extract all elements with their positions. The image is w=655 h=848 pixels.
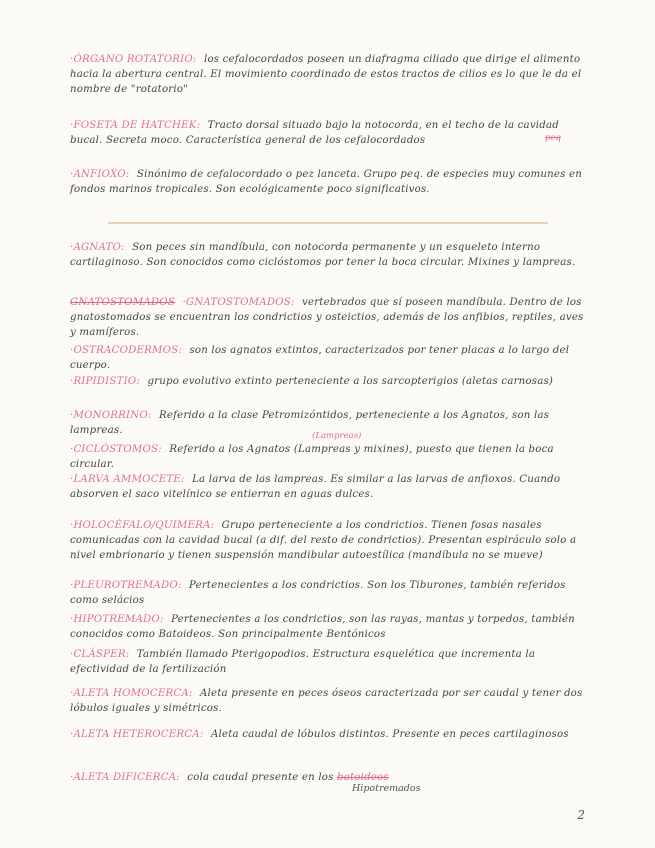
definition-text: También llamado Pterigopodios. Estructura esquelética que incrementa la efectividad de la fertilización bbox=[70, 649, 536, 675]
entry-foseta-hatchek bbox=[70, 118, 590, 148]
definition-text: La larva de las lampreas. Es similar a las larvas de anfioxos. Cuando absorven el saco vitelínico se entierran en aguas dulces. bbox=[70, 474, 561, 500]
definition-text: Grupo perteneciente a los condrictios. Tienen fosas nasales comunicadas con la cavidad bucal (a dif. del resto de condrictios). Presentan espiráculo solo a nivel embrionario y tienen suspensión mandibular autoestílica (mandíbula no se mueve) bbox=[70, 520, 577, 561]
term-label: ·MONORRINO: bbox=[70, 410, 152, 421]
entry-aleta-heterocerca bbox=[70, 727, 590, 742]
term-label: ·ALETA HETEROCERCA: bbox=[70, 729, 204, 740]
term-label: ·RIPIDISTIO: bbox=[70, 376, 140, 387]
struck-term: GNATOSTOMADOS bbox=[70, 297, 176, 308]
definition-text: Referido a los Agnatos (Lampreas y mixines), puesto que tienen la boca circular. bbox=[70, 444, 554, 470]
definition-text: cola caudal presente en los bbox=[187, 772, 334, 783]
page-number: 2 bbox=[577, 808, 585, 822]
definition-text: Tracto dorsal situado bajo la notocorda, en el techo de la cavidad bucal. Secreta moco. Característica general de los cefalocordados bbox=[70, 120, 559, 146]
definition-text: Sinónimo de cefalocordado o pez lanceta. Grupo peq. de especies muy comunes en fondos marinos tropicales. Son ecológicamente poco significativos. bbox=[70, 169, 583, 195]
term-label: ·PLEUROTREMADO: bbox=[70, 580, 182, 591]
definition-text: Pertenecientes a los condrictios. Son los Tiburones, también referidos como selácios bbox=[70, 580, 566, 606]
entry-aleta-homocerca bbox=[70, 686, 590, 716]
divider-line bbox=[108, 222, 548, 224]
definition-text: Aleta caudal de lóbulos distintos. Presente en peces cartilaginosos bbox=[210, 729, 569, 740]
entry-organo-rotatorio bbox=[70, 52, 590, 97]
entry-agnato bbox=[70, 240, 590, 270]
definition-text: Aleta presente en peces óseos caracterizada por ser caudal y tener dos lóbulos iguales y simétricos. bbox=[70, 688, 583, 714]
entry-ripidistio bbox=[70, 374, 590, 389]
term-label: ·HOLOCÉFALO/QUIMERA: bbox=[70, 520, 215, 531]
entry-aleta-dificerca bbox=[70, 770, 590, 785]
definition-text: los cefalocordados poseen un diafragma ciliado que dirige el alimento hacia la abertura central. El movimiento coordinado de estos tractos de cilios es lo que le da el nombre de "rotatorio" bbox=[70, 54, 582, 95]
term-label: ·CICLÓSTOMOS: bbox=[70, 444, 162, 455]
term-label: ·ALETA DIFICERCA: bbox=[70, 772, 180, 783]
term-label: ·OSTRACODERMOS: bbox=[70, 345, 183, 356]
definition-text: Son peces sin mandíbula, con notocorda permanente y un esqueleto interno cartilaginoso. Son conocidos como ciclóstomos por tener la boca circular. Mixines y lampreas. bbox=[70, 242, 576, 268]
entry-hipotremado bbox=[70, 612, 590, 642]
struck-note-peq: peq bbox=[545, 133, 561, 143]
definition-text: son los agnatos extintos, caracterizados por tener placas a lo largo del cuerpo. bbox=[70, 345, 570, 371]
term-label: ·ALETA HOMOCERCA: bbox=[70, 688, 193, 699]
definition-text: vertebrados que sí poseen mandíbula. Dentro de los gnatostomados se encuentran los condrictios y osteictios, además de los anfibios, reptiles, aves y mamíferos. bbox=[70, 297, 584, 338]
entry-anfioxo bbox=[70, 167, 590, 197]
margin-note-lampreas: (Lampreas) bbox=[312, 431, 362, 441]
term-label: ·CLÁSPER: bbox=[70, 649, 130, 660]
entry-clasper bbox=[70, 647, 590, 677]
term-label: ·ÓRGANO ROTATORIO: bbox=[70, 54, 197, 65]
term-label: ·AGNATO: bbox=[70, 242, 125, 253]
term-label: ·FOSETA DE HATCHEK: bbox=[70, 120, 201, 131]
entry-gnatostomados bbox=[70, 295, 590, 340]
term-label: ·GNATOSTOMADOS: bbox=[182, 297, 295, 308]
entry-ostracodermos bbox=[70, 343, 590, 373]
entry-larva-ammocete bbox=[70, 472, 590, 502]
struck-word: batoideos bbox=[337, 772, 389, 783]
term-label: ·ANFIOXO: bbox=[70, 169, 130, 180]
entry-holocefalo bbox=[70, 518, 590, 563]
entry-ciclostomos bbox=[70, 442, 590, 472]
correction-hipotremados: Hipotremados bbox=[352, 783, 421, 794]
term-label: ·LARVA AMMOCETE: bbox=[70, 474, 185, 485]
entry-pleurotremado bbox=[70, 578, 590, 608]
term-label: ·HIPOTREMADO: bbox=[70, 614, 164, 625]
definition-text: Pertenecientes a los condrictios, son las rayas, mantas y torpedos, también conocidos como Batoideos. Son principalmente Bentónicos bbox=[70, 614, 575, 640]
definition-text: Referido a la clase Petromizóntidos, perteneciente a los Agnatos, son las lampreas. bbox=[70, 410, 550, 436]
definition-text: grupo evolutivo extinto perteneciente a los sarcopterigios (aletas carnosas) bbox=[147, 376, 554, 387]
